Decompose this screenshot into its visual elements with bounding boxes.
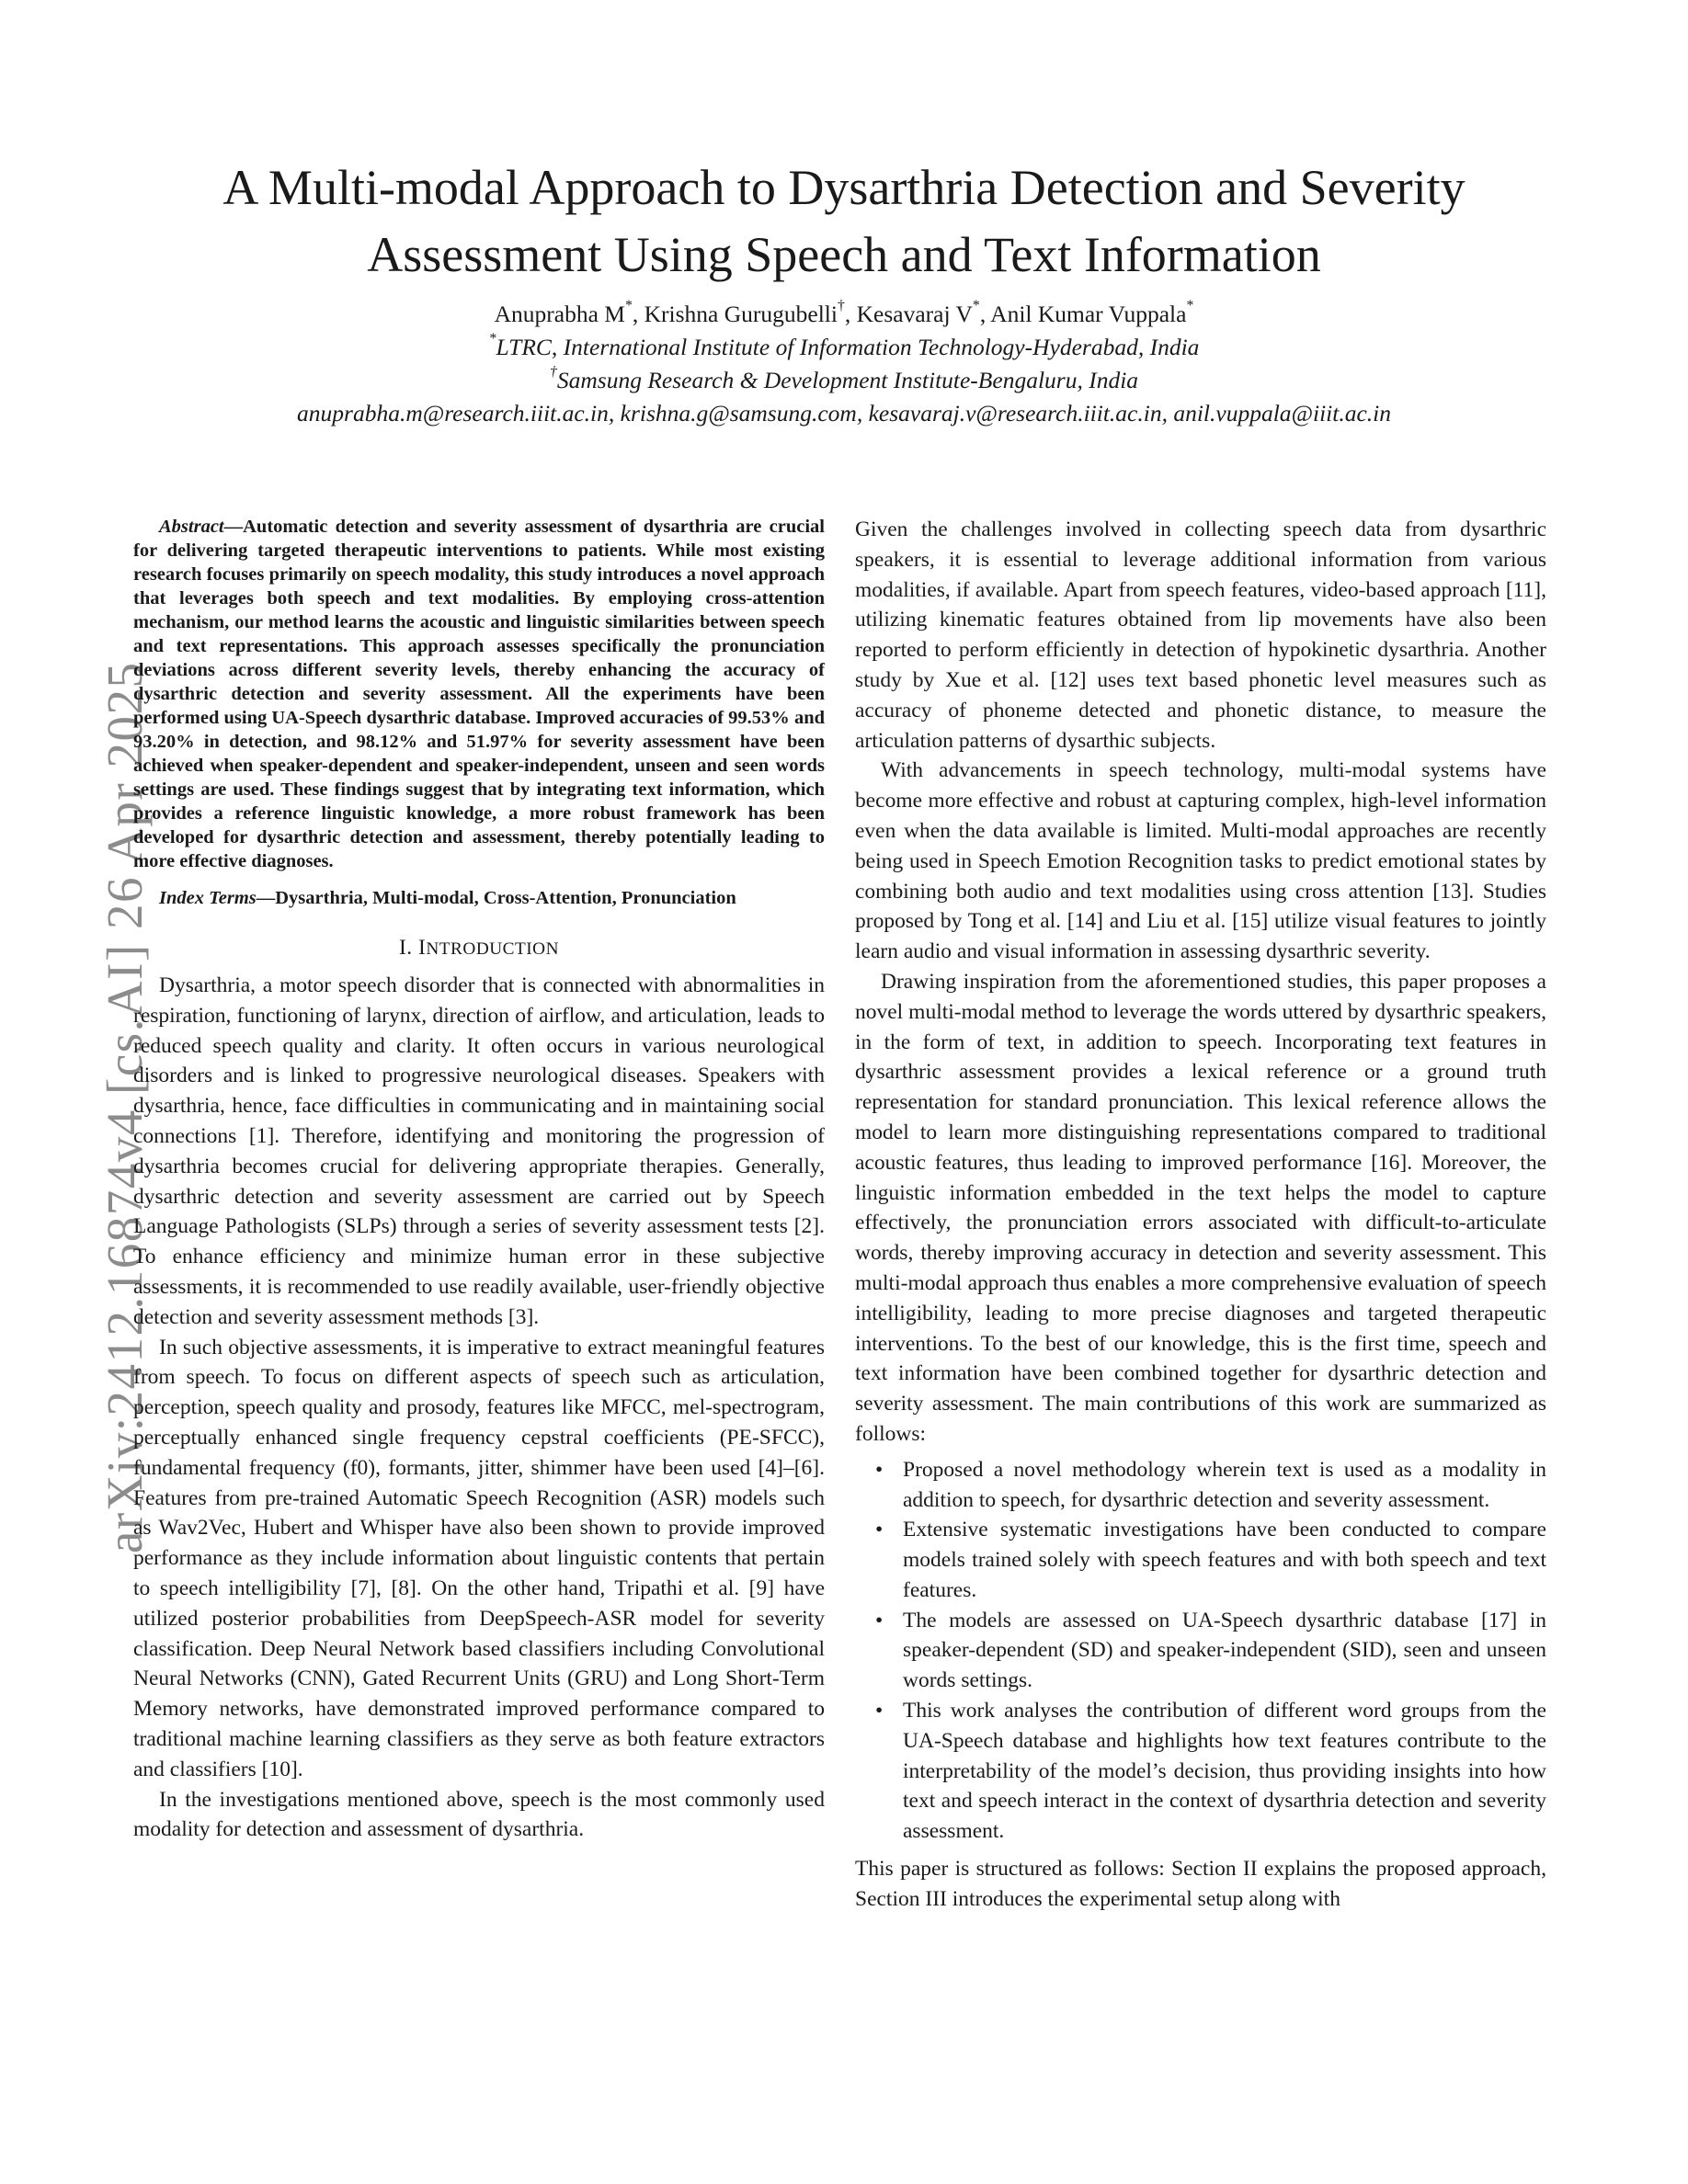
author-3-mark: *	[972, 298, 980, 314]
author-2-mark: †	[837, 298, 845, 314]
paragraph: In the investigations mentioned above, speech is the most commonly used modality for detection and assessment of dysarthria.	[133, 1787, 825, 1842]
index-terms	[133, 886, 825, 910]
bullet-icon: •	[875, 1457, 884, 1482]
arxiv-watermark: arXiv:2412.16874v4 [cs.AI] 26 Apr 2025	[97, 661, 153, 1553]
paragraph: Dysarthria, a motor speech disorder that is connected with abnormalities in respiration, functioning of larynx, direction of airflow, and articulation, leads to reduced speech quality and clarity. It often occurs in various neurological disorders and is linked to progressive neurological diseases. Speakers with dysarthria, hence, face difficulties in communicating and in maintaining social connections [1]. Therefore, identifying and monitoring the progression of dysarthria becomes crucial for delivering appropriate therapies. Generally, dysarthric detection and severity assessment are carried out by Speech Language Pathologists (SLPs) through a series of severity assessment tests [2]. To enhance efficiency and minimize human error in these subjective assessments, it is recommended to use readily available, user-friendly objective detection and severity assessment methods [3].	[133, 973, 825, 1329]
author-3: Kesavaraj V	[856, 301, 973, 327]
author-names: Anuprabha M*, Krishna Gurugubelli†, Kesavaraj V*, Anil Kumar Vuppala*	[494, 298, 1194, 327]
affiliation-2: †Samsung Research & Development Institute-Bengaluru, India	[549, 364, 1139, 393]
abstract	[133, 515, 825, 873]
paragraph: This paper is structured as follows: Section II explains the proposed approach, Section III introduces the experimental setup along with	[855, 1857, 1546, 1911]
author-emails: anuprabha.m@research.iiit.ac.in, krishna.g@samsung.com, kesavaraj.v@research.iiit.ac.in, anil.vuppala@iiit.ac.in	[297, 400, 1391, 427]
bullet-icon: •	[875, 1699, 884, 1723]
author-1: Anuprabha M	[494, 301, 625, 327]
affiliation-1: *LTRC, International Institute of Information Technology-Hyderabad, India	[488, 331, 1200, 360]
list-item: • This work analyses the contribution of different word groups from the UA-Speech database and highlights how text features contribute to the interpretability of the model’s decision, thus providing insights into how text and speech interact in the context of dysarthria detection and severity assessment.	[903, 1696, 1546, 1847]
bullet-icon: •	[875, 1608, 884, 1632]
author-4-mark: *	[1186, 298, 1194, 314]
list-item: • The models are assessed on UA-Speech dysarthric database [17] in speaker-dependent (SD) and speaker-independent (SID), seen and unseen words settings.	[903, 1606, 1546, 1696]
paper-title	[110, 154, 1578, 289]
affiliation-1-mark: *	[488, 331, 496, 347]
paragraph: Given the challenges involved in collecting speech data from dysarthric speakers, it is essential to leverage additional information from various modalities, if available. Apart from speech features, video-based approach [11], utilizing kinematic features obtained from lip movements have also been reported to perform efficiently in detection of hypokinetic dysarthria. Another study by Xue et al. [12] uses text based phonetic level measures such as accuracy of phoneme detected and phonetic distance, to measure the articulation patterns of dysarthic subjects.	[855, 518, 1546, 753]
paragraph: Drawing inspiration from the aforementioned studies, this paper proposes a novel multi-modal method to leverage the words uttered by dysarthric speakers, in the form of text, in addition to speech. Incorporating text features in dysarthric assessment provides a lexical reference or a ground truth representation for standard pronunciation. This lexical reference allows the model to learn more distinguishing representations compared to traditional acoustic features, thus leading to improved performance [16]. Moreover, the linguistic information embedded in the text helps the model to capture effectively, the pronunciation errors associated with difficult-to-articulate words, thereby improving accuracy in detection and severity assessment. This multi-modal approach thus enables a more comprehensive evaluation of speech intelligibility, leading to more precise diagnoses and targeted therapeutic interventions. To the best of our knowledge, this is the first time, speech and text information have been combined together for dysarthric detection and severity assessment. The main contributions of this work are summarized as follows:	[855, 969, 1546, 1446]
paragraph: In such objective assessments, it is imperative to extract meaningful features from speech. To focus on different aspects of speech such as articulation, perception, speech quality and prosody, features like MFCC, mel-spectrogram, perceptually enhanced single frequency cepstral coefficients (PE-SFCC), fundamental frequency (f0), formants, jitter, shimmer have been used [4]–[6]. Features from pre-trained Automatic Speech Recognition (ASR) models such as Wav2Vec, Hubert and Whisper have also been shown to provide improved performance as they include information about linguistic contents that pertain to speech intelligibility [7], [8]. On the other hand, Tripathi et al. [9] have utilized posterior probabilities from DeepSpeech-ASR model for severity classification. Deep Neural Network based classifiers including Convolutional Neural Networks (CNN), Gated Recurrent Units (GRU) and Long Short-Term Memory networks, have demonstrated improved performance compared to traditional machine learning classifiers as they serve as both feature extractors and classifiers [10].	[133, 1335, 825, 1781]
paragraph: With advancements in speech technology, multi-modal systems have become more effective and robust at capturing complex, high-level information even when the data available is limited. Multi-modal approaches are recently being used in Speech Emotion Recognition tasks to predict emotional states by combining both audio and text modalities using cross attention [13]. Studies proposed by Tong et al. [14] and Liu et al. [15] utilize visual features to jointly learn audio and visual information in assessing dysarthric severity.	[855, 758, 1546, 964]
bullet-icon: •	[875, 1518, 884, 1542]
abstract-text: —Automatic detection and severity assessment of dysarthria are crucial for delivering targeted therapeutic interventions to patients. While most existing research focuses primarily on speech modality, this study introduces a novel approach that leverages both speech and text modalities. By employing cross-attention mechanism, our method learns the acoustic and linguistic similarities between speech and text representations. This approach assesses specifically the pronunciation deviations across different severity levels, thereby enhancing the accuracy of dysarthric detection and severity assessment. All the experiments have been performed using UA-Speech dysarthric database. Improved accuracies of 99.53% and 93.20% in detection, and 98.12% and 51.97% for severity assessment have been achieved when speaker-dependent and speaker-independent, unseen and seen words settings are used. These findings suggest that by integrating text information, which provides a reference linguistic knowledge, a more robust framework has been developed for dysarthric detection and assessment, thereby potentially leading to more effective diagnoses.	[133, 517, 825, 871]
title-line-1: A Multi-modal Approach to Dysarthria Detection and Severity	[222, 160, 1466, 215]
author-4: Anil Kumar Vuppala	[990, 301, 1187, 327]
author-block	[110, 298, 1578, 430]
section-heading-introduction: I. INTRODUCTION	[398, 936, 560, 960]
index-terms-label: Index Terms	[159, 888, 257, 908]
author-2: Krishna Gurugubelli	[644, 301, 838, 327]
abstract-label: Abstract	[159, 517, 224, 537]
contributions-list	[855, 1455, 1546, 1847]
index-terms-text: —Dysarthria, Multi-modal, Cross-Attention, Pronunciation	[256, 888, 736, 908]
right-column	[855, 515, 1546, 1915]
author-1-mark: *	[624, 298, 633, 314]
title-line-2: Assessment Using Speech and Text Information	[367, 227, 1321, 282]
affiliation-2-mark: †	[549, 364, 557, 381]
list-item: • Extensive systematic investigations have been conducted to compare models trained solely with speech features and with both speech and text features.	[903, 1515, 1546, 1605]
left-column	[133, 515, 825, 1845]
list-item: • Proposed a novel methodology wherein text is used as a modality in addition to speech, for dysarthric detection and severity assessment.	[903, 1455, 1546, 1516]
